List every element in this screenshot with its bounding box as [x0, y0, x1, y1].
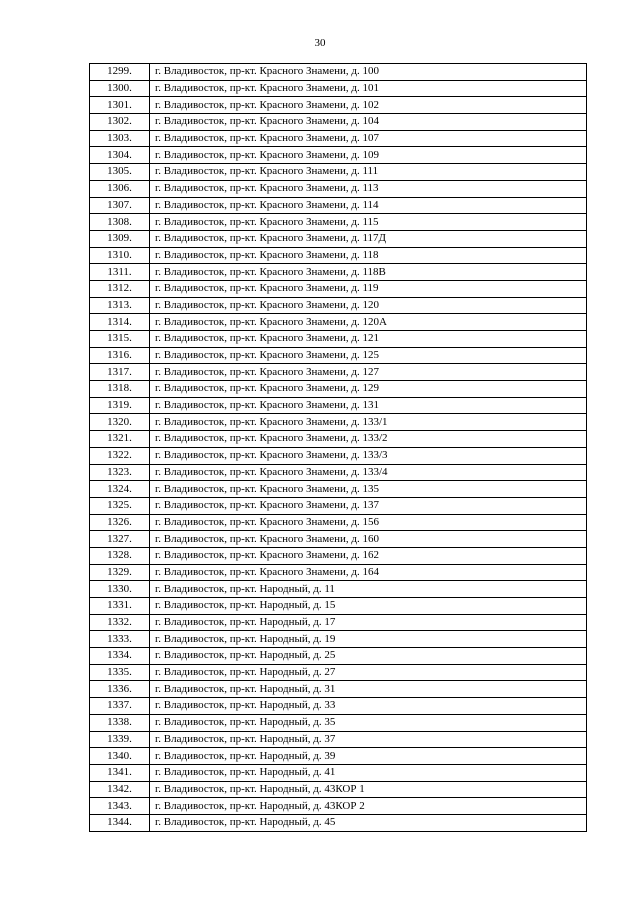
row-address: г. Владивосток, пр-кт. Красного Знамени, д. 133/2	[150, 431, 587, 448]
row-address: г. Владивосток, пр-кт. Народный, д. 19	[150, 631, 587, 648]
row-number: 1321.	[90, 431, 150, 448]
row-address: г. Владивосток, пр-кт. Красного Знамени, д. 111	[150, 164, 587, 181]
row-address: г. Владивосток, пр-кт. Красного Знамени, д. 135	[150, 481, 587, 498]
table-row	[90, 364, 587, 381]
row-number: 1329.	[90, 564, 150, 581]
table-row	[90, 331, 587, 348]
address-table-body	[90, 64, 587, 832]
table-row	[90, 347, 587, 364]
row-number: 1343.	[90, 798, 150, 815]
table-row	[90, 764, 587, 781]
table-row	[90, 798, 587, 815]
table-row	[90, 230, 587, 247]
table-row	[90, 164, 587, 181]
table-row	[90, 631, 587, 648]
table-row	[90, 564, 587, 581]
row-address: г. Владивосток, пр-кт. Красного Знамени, д. 133/4	[150, 464, 587, 481]
table-row	[90, 514, 587, 531]
row-address: г. Владивосток, пр-кт. Красного Знамени, д. 117Д	[150, 230, 587, 247]
row-number: 1332.	[90, 614, 150, 631]
address-table	[89, 63, 587, 832]
row-number: 1341.	[90, 764, 150, 781]
row-address: г. Владивосток, пр-кт. Красного Знамени, д. 113	[150, 180, 587, 197]
row-number: 1320.	[90, 414, 150, 431]
table-row	[90, 664, 587, 681]
row-number: 1336.	[90, 681, 150, 698]
row-address: г. Владивосток, пр-кт. Красного Знамени, д. 107	[150, 130, 587, 147]
row-address: г. Владивосток, пр-кт. Красного Знамени, д. 101	[150, 80, 587, 97]
table-row	[90, 147, 587, 164]
row-address: г. Владивосток, пр-кт. Народный, д. 15	[150, 598, 587, 615]
table-row	[90, 381, 587, 398]
row-address: г. Владивосток, пр-кт. Красного Знамени, д. 127	[150, 364, 587, 381]
row-number: 1338.	[90, 714, 150, 731]
table-row	[90, 748, 587, 765]
row-number: 1326.	[90, 514, 150, 531]
row-number: 1308.	[90, 214, 150, 231]
row-address: г. Владивосток, пр-кт. Народный, д. 17	[150, 614, 587, 631]
row-address: г. Владивосток, пр-кт. Красного Знамени, д. 162	[150, 547, 587, 564]
row-address: г. Владивосток, пр-кт. Народный, д. 43КОР 1	[150, 781, 587, 798]
table-row	[90, 648, 587, 665]
table-row	[90, 681, 587, 698]
row-address: г. Владивосток, пр-кт. Красного Знамени, д. 109	[150, 147, 587, 164]
row-address: г. Владивосток, пр-кт. Народный, д. 43КОР 2	[150, 798, 587, 815]
row-number: 1306.	[90, 180, 150, 197]
row-number: 1331.	[90, 598, 150, 615]
row-number: 1303.	[90, 130, 150, 147]
row-number: 1305.	[90, 164, 150, 181]
table-row	[90, 180, 587, 197]
row-address: г. Владивосток, пр-кт. Красного Знамени, д. 125	[150, 347, 587, 364]
row-address: г. Владивосток, пр-кт. Народный, д. 45	[150, 814, 587, 831]
row-number: 1313.	[90, 297, 150, 314]
row-number: 1310.	[90, 247, 150, 264]
row-address: г. Владивосток, пр-кт. Народный, д. 37	[150, 731, 587, 748]
page-number: 30	[314, 37, 326, 49]
table-row	[90, 80, 587, 97]
table-row	[90, 814, 587, 831]
row-address: г. Владивосток, пр-кт. Красного Знамени, д. 120	[150, 297, 587, 314]
row-number: 1339.	[90, 731, 150, 748]
row-address: г. Владивосток, пр-кт. Народный, д. 27	[150, 664, 587, 681]
row-number: 1301.	[90, 97, 150, 114]
row-number: 1302.	[90, 114, 150, 131]
row-number: 1324.	[90, 481, 150, 498]
row-number: 1300.	[90, 80, 150, 97]
table-row	[90, 397, 587, 414]
table-row	[90, 280, 587, 297]
row-number: 1337.	[90, 698, 150, 715]
row-number: 1312.	[90, 280, 150, 297]
row-number: 1309.	[90, 230, 150, 247]
row-number: 1316.	[90, 347, 150, 364]
row-number: 1322.	[90, 447, 150, 464]
row-address: г. Владивосток, пр-кт. Народный, д. 25	[150, 648, 587, 665]
table-row	[90, 714, 587, 731]
row-number: 1318.	[90, 381, 150, 398]
table-row	[90, 297, 587, 314]
table-row	[90, 547, 587, 564]
table-row	[90, 431, 587, 448]
row-address: г. Владивосток, пр-кт. Красного Знамени, д. 137	[150, 497, 587, 514]
table-row	[90, 97, 587, 114]
table-row	[90, 481, 587, 498]
table-row	[90, 264, 587, 281]
row-address: г. Владивосток, пр-кт. Красного Знамени, д. 115	[150, 214, 587, 231]
row-number: 1335.	[90, 664, 150, 681]
table-row	[90, 247, 587, 264]
table-row	[90, 114, 587, 131]
table-row	[90, 781, 587, 798]
table-row	[90, 464, 587, 481]
table-row	[90, 581, 587, 598]
table-row	[90, 414, 587, 431]
table-row	[90, 497, 587, 514]
row-address: г. Владивосток, пр-кт. Красного Знамени, д. 164	[150, 564, 587, 581]
table-row	[90, 531, 587, 548]
row-address: г. Владивосток, пр-кт. Красного Знамени, д. 120А	[150, 314, 587, 331]
row-number: 1304.	[90, 147, 150, 164]
table-row	[90, 698, 587, 715]
row-address: г. Владивосток, пр-кт. Красного Знамени, д. 129	[150, 381, 587, 398]
table-row	[90, 598, 587, 615]
row-number: 1299.	[90, 64, 150, 81]
row-address: г. Владивосток, пр-кт. Красного Знамени, д. 114	[150, 197, 587, 214]
table-row	[90, 731, 587, 748]
row-number: 1342.	[90, 781, 150, 798]
row-address: г. Владивосток, пр-кт. Красного Знамени, д. 160	[150, 531, 587, 548]
row-number: 1325.	[90, 497, 150, 514]
row-address: г. Владивосток, пр-кт. Красного Знамени, д. 133/3	[150, 447, 587, 464]
row-address: г. Владивосток, пр-кт. Народный, д. 33	[150, 698, 587, 715]
row-number: 1323.	[90, 464, 150, 481]
row-number: 1327.	[90, 531, 150, 548]
row-address: г. Владивосток, пр-кт. Красного Знамени, д. 131	[150, 397, 587, 414]
table-row	[90, 64, 587, 81]
row-address: г. Владивосток, пр-кт. Народный, д. 41	[150, 764, 587, 781]
row-number: 1333.	[90, 631, 150, 648]
row-number: 1314.	[90, 314, 150, 331]
row-address: г. Владивосток, пр-кт. Красного Знамени, д. 118	[150, 247, 587, 264]
table-row	[90, 197, 587, 214]
row-address: г. Владивосток, пр-кт. Красного Знамени, д. 118В	[150, 264, 587, 281]
row-number: 1317.	[90, 364, 150, 381]
row-number: 1319.	[90, 397, 150, 414]
row-address: г. Владивосток, пр-кт. Красного Знамени, д. 156	[150, 514, 587, 531]
table-row	[90, 214, 587, 231]
row-address: г. Владивосток, пр-кт. Народный, д. 39	[150, 748, 587, 765]
row-number: 1334.	[90, 648, 150, 665]
row-address: г. Владивосток, пр-кт. Красного Знамени, д. 119	[150, 280, 587, 297]
row-number: 1340.	[90, 748, 150, 765]
row-number: 1307.	[90, 197, 150, 214]
row-address: г. Владивосток, пр-кт. Народный, д. 31	[150, 681, 587, 698]
row-address: г. Владивосток, пр-кт. Народный, д. 35	[150, 714, 587, 731]
row-address: г. Владивосток, пр-кт. Красного Знамени, д. 133/1	[150, 414, 587, 431]
row-number: 1328.	[90, 547, 150, 564]
table-row	[90, 447, 587, 464]
table-row	[90, 130, 587, 147]
row-address: г. Владивосток, пр-кт. Народный, д. 11	[150, 581, 587, 598]
row-number: 1315.	[90, 331, 150, 348]
row-address: г. Владивосток, пр-кт. Красного Знамени, д. 121	[150, 331, 587, 348]
row-number: 1330.	[90, 581, 150, 598]
row-address: г. Владивосток, пр-кт. Красного Знамени, д. 102	[150, 97, 587, 114]
row-number: 1344.	[90, 814, 150, 831]
row-address: г. Владивосток, пр-кт. Красного Знамени, д. 104	[150, 114, 587, 131]
table-row	[90, 314, 587, 331]
row-address: г. Владивосток, пр-кт. Красного Знамени, д. 100	[150, 64, 587, 81]
table-row	[90, 614, 587, 631]
row-number: 1311.	[90, 264, 150, 281]
